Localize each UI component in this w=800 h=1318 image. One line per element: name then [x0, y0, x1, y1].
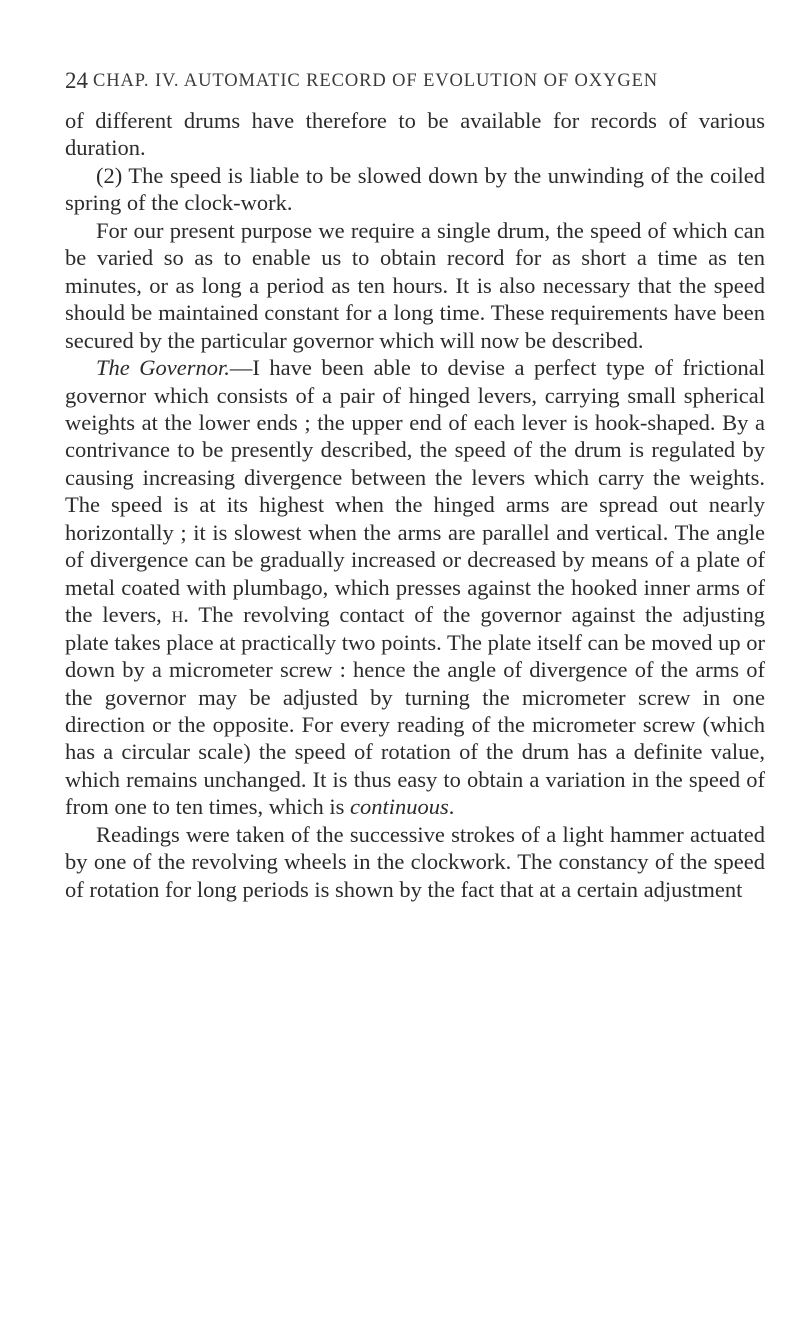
governor-text-c: .	[448, 794, 455, 820]
running-header	[65, 66, 765, 96]
body-text	[65, 107, 765, 903]
figure-label-h: h.	[171, 602, 189, 628]
paragraph-present-purpose: For our present purpose we require a single drum, the speed of which can be varied so as to enable us to obtain record for as short a time as ten minutes, or as long a period as ten hours. It is also necessary that the speed should be maintained constant for a long time. These requirements have been secured by the particular governor which will now be described.	[65, 217, 765, 353]
governor-text-a: —I have been able to devise a perfect type of frictional governor which consists of a pair of hinged levers, carrying small spherical weights at the lower ends ; the upper end of each lever is hook-shaped. By a contrivance to be presently described, the speed of the drum is regulated by causing increasing divergence between the levers which carry the weights. The speed is at its highest when the hinged arms are spread out nearly horizontally ; it is slowest when the arms are parallel and vertical. The angle of divergence can be gradually increased or decreased by means of a plate of metal coated with plumbago, which presses against the hooked inner arms of the levers,	[65, 355, 765, 628]
emphasis-continuous: continuous	[349, 794, 449, 820]
page-number: 24	[65, 68, 88, 93]
paragraph-governor	[65, 354, 765, 821]
paragraph-continuation: of different drums have therefore to be available for records of various duration.	[65, 108, 765, 161]
paragraph-item-2: (2) The speed is liable to be slowed down by the unwinding of the coiled spring of the clock-work.	[65, 162, 765, 216]
governor-text-b: The revolving contact of the governor against the adjusting plate takes place at practically two points. The plate itself can be moved up or down by a micrometer screw : hence the angle of divergence of the arms of the governor may be adjusted by turning the micrometer screw in one direction or the opposite. For every reading of the micrometer screw (which has a circular scale) the speed of rotation of the drum has a definite value, which remains unchanged. It is thus easy to obtain a variation in the speed of from one to ten times, which is	[65, 602, 766, 820]
chapter-running-title: CHAP. IV. AUTOMATIC RECORD OF EVOLUTION OF OXYGEN	[93, 71, 659, 91]
paragraph-readings: Readings were taken of the successive strokes of a light hammer actuated by one of the revolving wheels in the clockwork. The constancy of the speed of rotation for long periods is shown by the fact that at a certain adjustment	[65, 821, 765, 902]
section-heading-governor: The Governor.	[96, 355, 230, 381]
